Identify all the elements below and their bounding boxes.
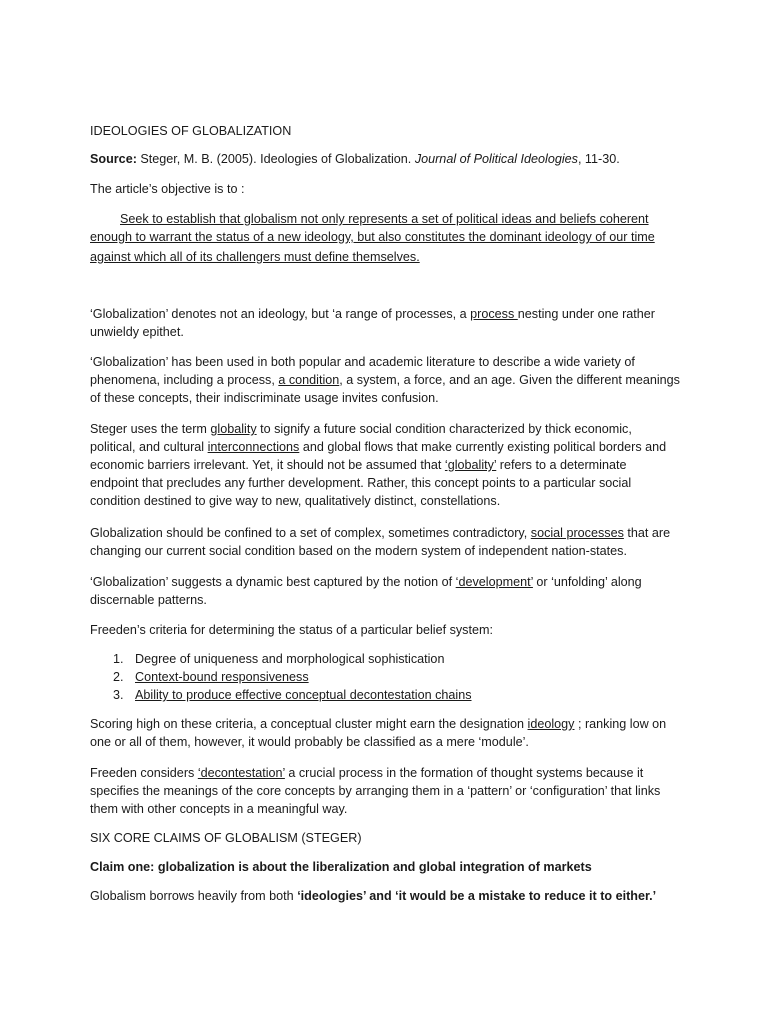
paragraph-development: ‘Globalization’ suggests a dynamic best captured by the notion of ‘development’ or ‘unfolding’ along discernable patterns. [90,575,642,607]
source-label: Source: [90,152,137,166]
list-item: 3. Ability to produce effective conceptual decontestation chains [113,688,472,702]
paragraph-decontestation: Freeden considers ‘decontestation’ a crucial process in the formation of thought systems because it specifies the meanings of the core concepts by arranging them in a ‘pattern’ or ‘configuration’ that links them with other concepts in a meaningful way. [90,766,661,816]
term-condition: a condition [278,373,340,387]
objective-line: Seek to establish that globalism not only represents a set of political ideas and beliefs coherent [120,212,649,226]
source-pages: , 11-30. [577,152,620,166]
source-authors: Steger, M. B. (2005). Ideologies of Globalization. [136,152,415,166]
list-item: 2. Context-bound responsiveness [113,670,309,684]
paragraph-scoring: Scoring high on these criteria, a conceptual cluster might earn the designation ideology ; ranking low on one or all of them, however, it would probably be classified as a mere ‘module’. [90,717,667,749]
paragraph-freeden-criteria: Freeden’s criteria for determining the status of a particular belief system: [90,623,493,637]
objective-intro: The article’s objective is to : [90,182,245,196]
paragraph-globalism-borrows: Globalism borrows heavily from both ‘ideologies’ and ‘it would be a mistake to reduce it to either.’ [90,889,657,903]
claim-one-heading: Claim one: globalization is about the liberalization and global integration of markets [90,860,592,874]
section-heading: SIX CORE CLAIMS OF GLOBALISM (STEGER) [90,831,362,845]
term-interconnections: interconnections [207,440,300,454]
document-heading: IDEOLOGIES OF GLOBALIZATION [90,124,292,138]
objective-statement [90,210,690,266]
paragraph-globalization-denotes: ‘Globalization’ denotes not an ideology, but ‘a range of processes, a process nesting under one rather unwieldy epithet. [90,307,655,339]
objective-line: enough to warrant the status of a new ideology, but also constitutes the dominant ideology of our time [90,230,655,244]
criteria-list [113,650,673,704]
source-journal: Journal of Political Ideologies [414,152,578,166]
list-item: 1. Degree of uniqueness and morphological sophistication [113,652,445,666]
objective-line: against which all of its challengers must define themselves. [90,250,420,264]
term-globality: globality [210,422,257,436]
paragraph-confined: Globalization should be confined to a set of complex, sometimes contradictory, social processes that are changing our current social condition based on the modern system of independent nation-states. [90,526,671,558]
term-globality-quoted: ‘globality’ [444,458,497,472]
source-citation [90,150,690,168]
term-process: process [470,307,518,321]
term-development: ‘development’ [455,575,533,589]
term-decontestation: ‘decontestation’ [197,766,285,780]
paragraph-globalization-used: ‘Globalization’ has been used in both popular and academic literature to describe a wide variety of phenomena, including a process, a condition, a system, a force, and an age. Given the different meanings of these concepts, their indiscriminate usage invites confusion. [90,355,680,405]
paragraph-globality: Steger uses the term globality to signify a future social condition characterized by thick economic, political, and cultural interconnections and global flows that make currently existing political borders and economic barriers irrelevant. Yet, it should not be assumed that ‘globality’ refers to a determinate endpoint that precludes any further development. Rather, this concept points to a particular social condition destined to give way to new, qualitatively distinct, constellations. [90,422,667,508]
term-ideology: ideology [527,717,575,731]
term-social-processes: social processes [530,526,624,540]
